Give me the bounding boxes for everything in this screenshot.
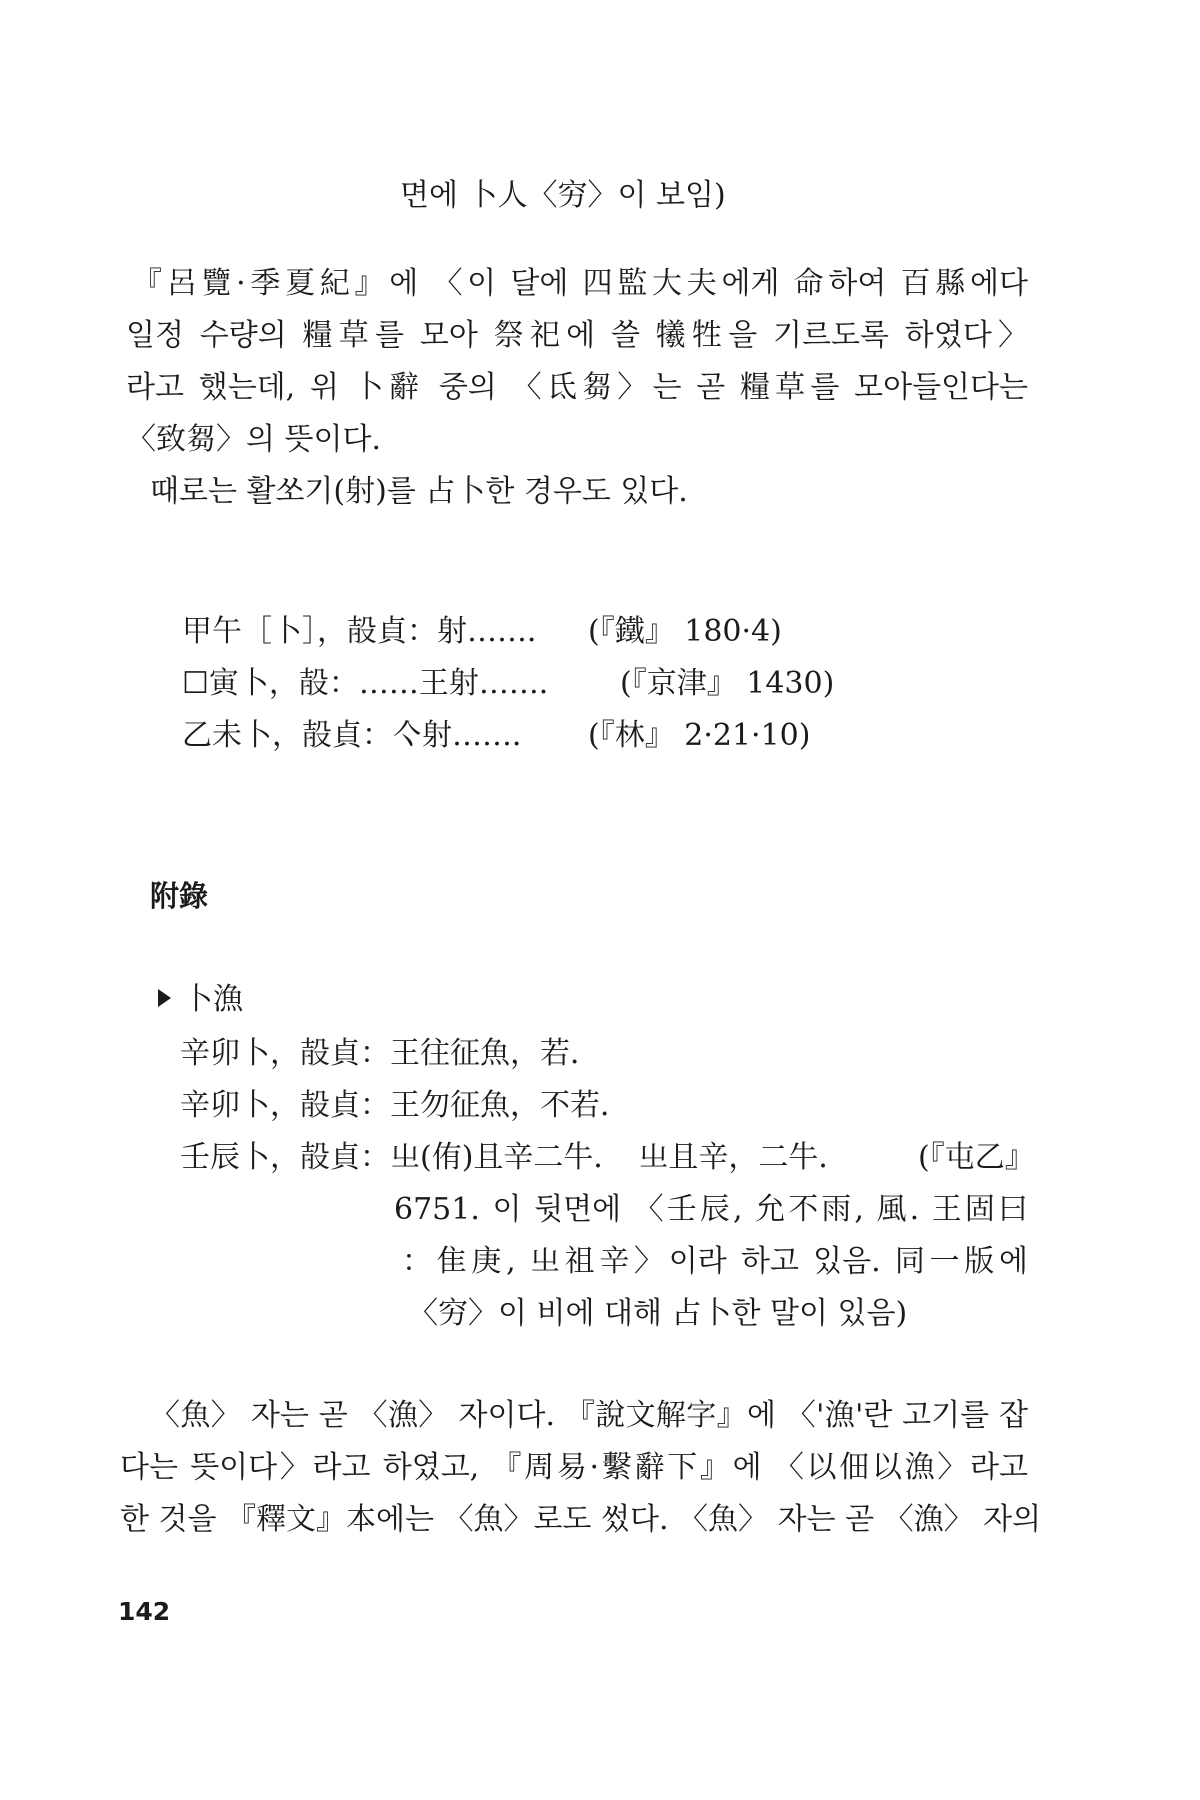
note-line: 6751. 이 뒷면에 〈壬辰, 允不雨, 風. 王固曰 <box>394 1192 1028 1227</box>
note-line: 〈穷〉이 비에 대해 占卜한 말이 있음) <box>408 1296 908 1331</box>
continued-note: 면에 卜人〈穷〉이 보임) <box>400 178 726 213</box>
paragraph-line: 한 것을 『釋文』本에는 〈魚〉로도 썼다. 〈魚〉 자는 곧 〈漁〉 자의 <box>120 1502 1042 1537</box>
inscription-source: (『京津』 1430) <box>620 666 835 701</box>
inscription-source: (『林』 2·21·10) <box>588 718 811 753</box>
section-heading: 附錄 <box>150 879 209 913</box>
paragraph-line: 일정 수량의 糧草를 모아 祭祀에 쓸 犧牲을 기르도록 하였다〉 <box>126 318 1028 353</box>
paragraph-line: 『呂覽·季夏紀』에 〈이 달에 四監大夫에게 命하여 百縣에다 <box>132 266 1028 301</box>
inscription-text: 甲午［卜］，㱿貞：射……． <box>182 614 557 649</box>
inscription-text: 辛卯卜，㱿貞：王往征魚，若． <box>180 1036 600 1071</box>
subheading-text: 卜漁 <box>183 982 243 1017</box>
appendix-subheading <box>158 982 243 1018</box>
paragraph-line: 때로는 활쏘기(射)를 占卜한 경우도 있다. <box>150 474 688 509</box>
note-line: ：隹庚, 㞢祖辛〉이라 하고 있음. 同一版에 <box>402 1244 1028 1279</box>
inscription-source: (『屯乙』 <box>918 1140 1035 1175</box>
paragraph-line: 〈魚〉 자는 곧 〈漁〉 자이다. 『說文解字』에 〈'漁'란 고기를 잡 <box>150 1398 1028 1433</box>
paragraph-line: 〈致芻〉의 뜻이다. <box>126 422 381 457</box>
page-number: 142 <box>118 1597 171 1626</box>
triangle-bullet-icon <box>158 989 171 1007</box>
inscription-text: 壬辰卜，㱿貞：㞢(侑)且辛二牛． 㞢且辛，二牛． <box>180 1140 849 1175</box>
paragraph-line: 라고 했는데, 위 卜辭 중의 〈氐芻〉는 곧 糧草를 모아들인다는 <box>126 370 1028 405</box>
inscription-text: 乙未卜，㱿貞：亽射……． <box>182 718 542 753</box>
inscription-source: (『鐵』 180·4) <box>588 614 782 649</box>
inscription-text: 辛卯卜，㱿貞：王勿征魚，不若． <box>180 1088 630 1123</box>
paragraph-line: 다는 뜻이다〉라고 하였고, 『周易·繫辭下』에 〈以佃以漁〉라고 <box>120 1450 1028 1485</box>
inscription-text: ☐寅卜，㱿：……王射……． <box>182 666 569 701</box>
